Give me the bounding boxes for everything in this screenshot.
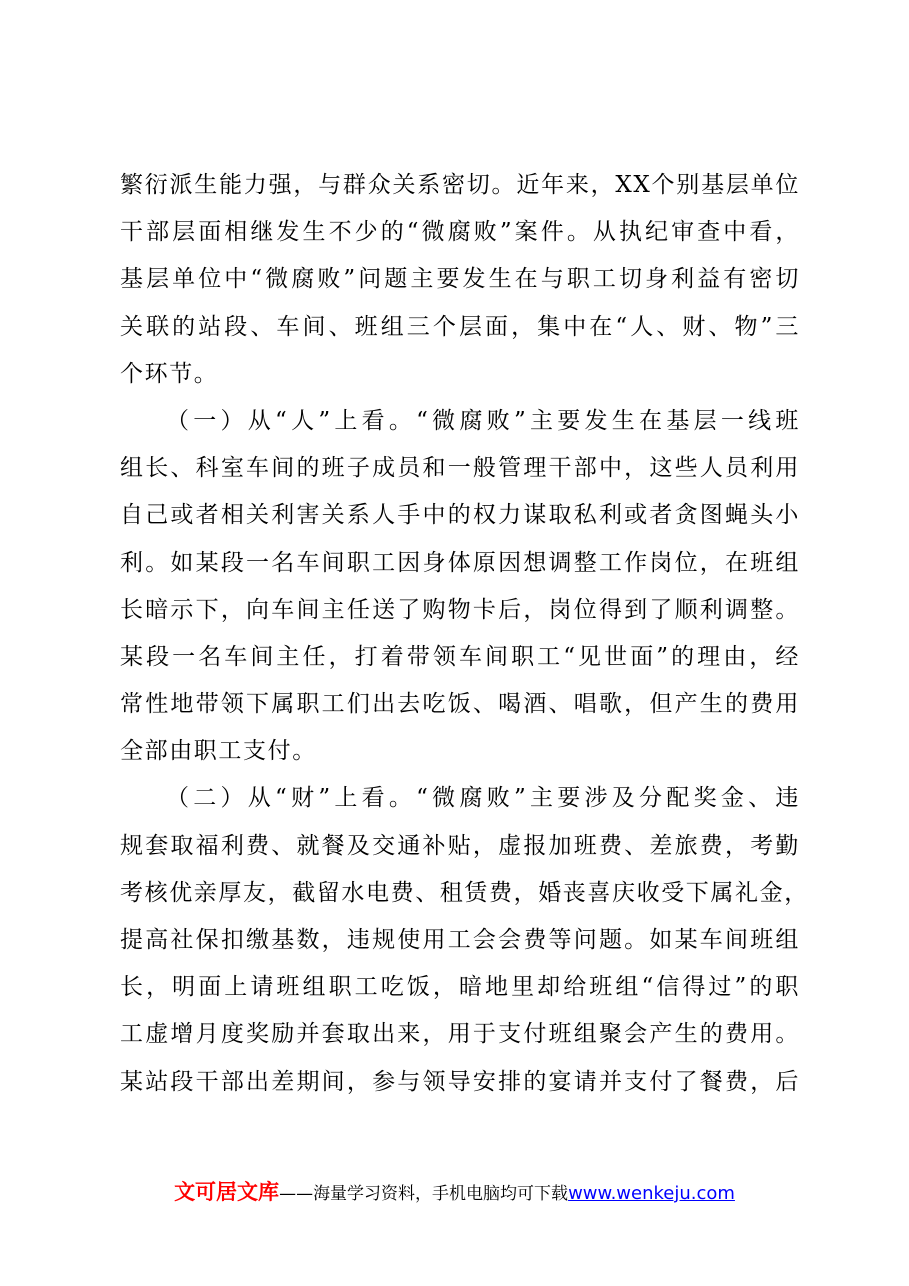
text-line: 考核优亲厚友，截留水电费、租赁费，婚丧喜庆收受下属礼金， xyxy=(120,879,809,906)
footer-brand: 文可居文库 xyxy=(174,1180,280,1204)
text-line: 某段一名车间主任，打着带领车间职工“见世面”的理由，经 xyxy=(120,643,800,670)
text-line: 自己或者相关利害关系人手中的权力谋取私利或者贪图蝇头小 xyxy=(120,502,800,529)
text-line: （一）从“人”上看。“微腐败”主要发生在基层一线班 xyxy=(166,407,800,434)
text-line: 长，明面上请班组职工吃饭，暗地里却给班组“信得过”的职 xyxy=(120,974,800,1001)
text-line: 全部由职工支付。 xyxy=(120,738,317,765)
text-line: 工虚增月度奖励并套取出来，用于支付班组聚会产生的费用。 xyxy=(120,1021,800,1048)
text-line: 干部层面相继发生不少的“微腐败”案件。从执纪审查中看， xyxy=(120,219,800,246)
document-body xyxy=(120,162,809,1106)
text-line: 某站段干部出差期间，参与领导安排的宴请并支付了餐费，后 xyxy=(120,1068,800,1095)
text-line: （二）从“财”上看。“微腐败”主要涉及分配奖金、违 xyxy=(166,785,800,812)
text-line: 提高社保扣缴基数，违规使用工会会费等问题。如某车间班组 xyxy=(120,927,800,953)
text-line: 利。如某段一名车间职工因身体原因想调整工作岗位，在班组 xyxy=(120,549,800,576)
footer-site-link[interactable]: www.wenkeju.com xyxy=(568,1183,735,1204)
text-line: 个环节。 xyxy=(120,360,219,387)
footer-slogan: ——海量学习资料，手机电脑均可下载 xyxy=(279,1184,569,1204)
text-line: 繁衍派生能力强，与群众关系密切。近年来，XX个别基层单位 xyxy=(120,172,800,198)
text-line: 常性地带领下属职工们出去吃饭、喝酒、唱歌，但产生的费用 xyxy=(120,691,800,718)
text-line: 关联的站段、车间、班组三个层面，集中在“人、财、物”三 xyxy=(120,313,800,340)
text-line: 组长、科室车间的班子成员和一般管理干部中，这些人员利用 xyxy=(120,455,800,482)
footer-banner xyxy=(0,1176,909,1206)
text-line: 长暗示下，向车间主任送了购物卡后，岗位得到了顺利调整。 xyxy=(120,596,800,623)
text-line: 基层单位中“微腐败”问题主要发生在与职工切身利益有密切 xyxy=(120,266,800,293)
text-line: 规套取福利费、就餐及交通补贴，虚报加班费、差旅费，考勤 xyxy=(120,832,800,859)
